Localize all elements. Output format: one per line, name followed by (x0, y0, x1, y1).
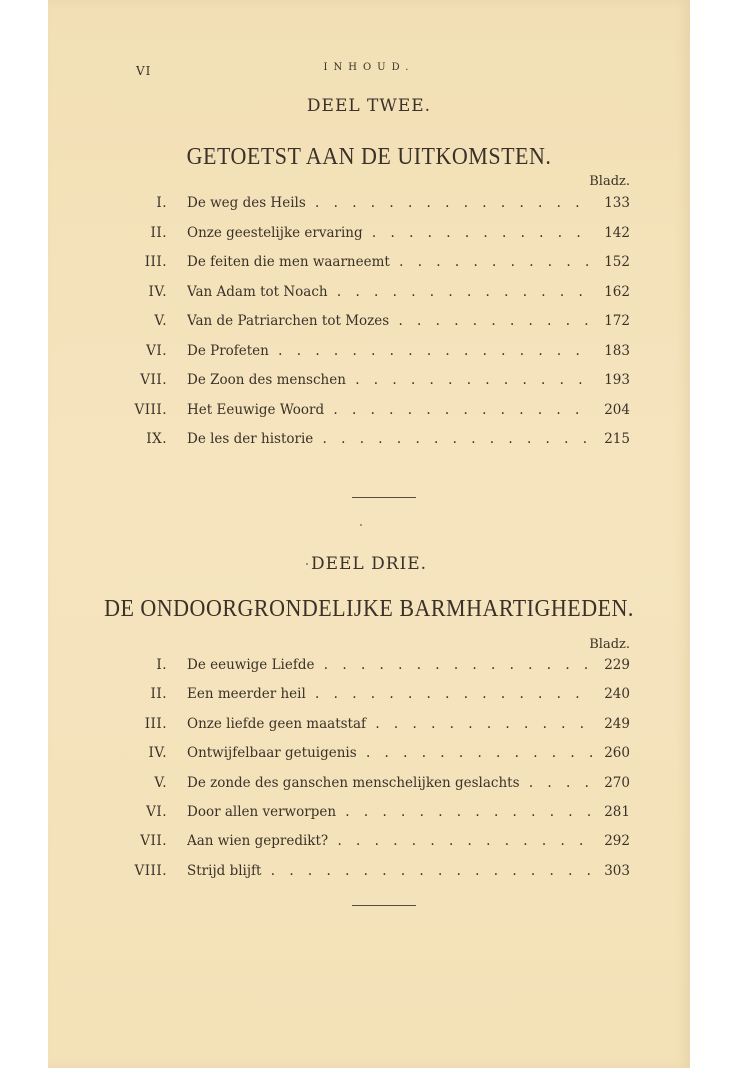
chapter-title: De Zoon des menschen . . . (187, 372, 593, 388)
page-number: 152 (604, 254, 630, 270)
toc-entry (0, 313, 738, 335)
chapter-title: Een meerder heil . . . (187, 686, 593, 702)
chapter-numeral: I. (156, 657, 167, 673)
chapter-title: De weg des Heils . . . (187, 195, 593, 211)
part-three-label: DEEL DRIE. (310, 554, 428, 574)
chapter-title: Van de Patriarchen tot Mozes . . . (187, 313, 593, 329)
toc-entry (0, 775, 738, 797)
ink-speck (360, 524, 362, 526)
running-title: INHOUD. (323, 62, 415, 73)
toc-entry (0, 372, 738, 394)
chapter-numeral: I. (156, 195, 167, 211)
chapter-numeral: IV. (148, 745, 167, 762)
part-two-bladz-label: Bladz. (589, 174, 630, 189)
page-number: 270 (604, 774, 630, 791)
chapter-title: De Profeten . . . (187, 343, 593, 359)
toc-entry (0, 804, 738, 826)
chapter-title: Van Adam tot Noach . . . (187, 284, 593, 300)
chapter-numeral: VI. (146, 804, 167, 820)
chapter-title: De eeuwige Liefde . . . (187, 657, 593, 673)
page-number: 172 (604, 313, 630, 329)
page-number: 215 (604, 431, 630, 447)
part-three-bladz-label: Bladz. (589, 637, 630, 652)
chapter-numeral: III. (144, 715, 167, 732)
chapter-numeral: II. (150, 686, 167, 703)
chapter-title: Aan wien gepredikt? . . . (187, 833, 593, 849)
chapter-numeral: II. (150, 224, 167, 241)
chapter-title: Door allen verworpen . . . (187, 804, 593, 820)
section-divider (352, 497, 416, 498)
part-three-title: DE ONDOORGRONDELIJKE BARMHARTIGHEDEN. (104, 593, 634, 622)
toc-entry (0, 833, 738, 855)
chapter-title: De les der historie . . . (187, 431, 593, 447)
page-number: 260 (604, 745, 630, 762)
toc-entry (0, 195, 738, 217)
part-two-label: DEEL TWEE. (306, 96, 432, 116)
chapter-numeral: IV. (148, 283, 167, 300)
page-numeral: VI (136, 64, 152, 78)
chapter-numeral: IX. (146, 431, 167, 447)
toc-entry (0, 686, 738, 708)
end-divider (352, 905, 416, 906)
page-number: 281 (604, 804, 630, 820)
page-number: 162 (604, 283, 630, 300)
toc-entry (0, 284, 738, 306)
page-number: 229 (604, 657, 630, 673)
chapter-title: Ontwijfelbaar getuigenis . . . (187, 745, 593, 761)
chapter-numeral: VIII. (134, 401, 167, 418)
chapter-title: De zonde des ganschen menschelijken geslachts . . . (187, 775, 593, 791)
toc-entry (0, 254, 738, 276)
toc-entry (0, 863, 738, 885)
page-number: 249 (604, 715, 630, 732)
chapter-title: Het Eeuwige Woord . . . (187, 402, 593, 418)
chapter-title: Strijd blijft . . . (187, 863, 593, 879)
page-number: 303 (604, 862, 630, 879)
toc-entry (0, 745, 738, 767)
chapter-numeral: III. (144, 254, 167, 270)
chapter-numeral: VII. (140, 833, 167, 850)
chapter-numeral: V. (154, 313, 167, 329)
toc-entry (0, 657, 738, 679)
chapter-title: Onze liefde geen maatstaf . . . (187, 716, 593, 732)
chapter-title: De feiten die men waarneemt . . . (187, 254, 593, 270)
page-number: 204 (604, 401, 630, 418)
chapter-numeral: V. (154, 774, 167, 791)
page-number: 193 (604, 372, 630, 388)
toc-entry (0, 716, 738, 738)
toc-entry (0, 431, 738, 453)
toc-entry (0, 402, 738, 424)
chapter-title: Onze geestelijke ervaring . . . (187, 225, 593, 241)
toc-entry (0, 343, 738, 365)
part-two-title: GETOETST AAN DE UITKOMSTEN. (186, 141, 552, 170)
toc-entry (0, 225, 738, 247)
page-number: 183 (604, 342, 630, 359)
page-number: 240 (604, 686, 630, 703)
chapter-numeral: VII. (140, 372, 167, 388)
chapter-numeral: VI. (146, 342, 167, 359)
page-number: 142 (604, 224, 630, 241)
page-number: 133 (604, 195, 630, 211)
chapter-numeral: VIII. (134, 862, 167, 879)
page-number: 292 (604, 833, 630, 850)
